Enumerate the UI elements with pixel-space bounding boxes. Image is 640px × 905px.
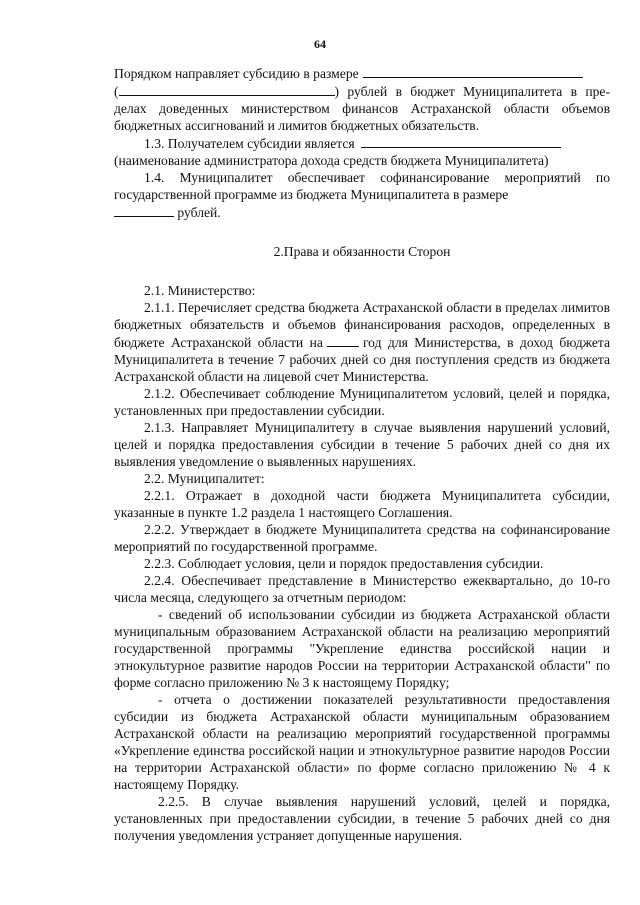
paragraph-1-2-continued (114, 64, 610, 134)
section-title: 2.Права и обязанности Сторон (273, 244, 451, 259)
bullet-performance-report: - отчета о достижении показателей результативности предоставления субсидии из бюджета Астраханской области муниципальным образованием Астраханской области на реализацию мероприятий государственной программы «Укрепление единства российской нации и этнокультурное развитие народов России на территории Астраханской области» по форме согласно приложению № 4 к настоящему Порядку. (114, 692, 610, 792)
cofinancing-text: 1.4. Муниципалитет обеспечивает софинансирование мероприятий по государственной программе из бюджета Муниципалитета в размере (114, 170, 610, 202)
paragraph-1-4 (114, 169, 610, 221)
year-blank (327, 333, 359, 347)
subsidy-amount-words-blank (119, 82, 335, 96)
clause-2-2-2: 2.2.2. Утверждает в бюджете Муниципалитета средства на софинансирование мероприятий по государственной программе. (114, 522, 610, 554)
paragraph-1-3 (114, 134, 610, 152)
clause-2-2-5: 2.2.5. В случае выявления нарушений условий, целей и порядка, установленных при предоставлении субсидии, в течение 5 рабочих дней со дня получения уведомления устраняет допущенные нарушения. (114, 794, 610, 843)
open-paren: ( (114, 84, 119, 99)
clause-2-2-4: 2.2.4. Обеспечивает представление в Министерство ежеквартально, до 10-го числа месяца, следующего за отчетным периодом: (114, 573, 610, 605)
recipient-note: (наименование администратора дохода средств бюджета Муниципалитета) (114, 153, 549, 168)
rubles-text: рублей. (177, 205, 221, 220)
clause-2-1-3: 2.1.3. Направляет Муниципалитету в случае выявления нарушений условий, целей и порядка предоставления субсидии в течение 5 рабочих дней со дня их выявления уведомление о выявленных нарушениях. (114, 420, 610, 469)
clause-2-2-1: 2.2.1. Отражает в доходной части бюджета Муниципалитета субсидии, указанные в пункте 1.2 раздела 1 настоящего Соглашения. (114, 488, 610, 520)
page-number: 64 (314, 37, 326, 51)
clause-2-1-2: 2.1.2. Обеспечивает соблюдение Муниципалитетом условий, целей и порядка, установленных при предоставлении субсидии. (114, 386, 610, 418)
clause-2-2-3: 2.2.3. Соблюдает условия, цели и порядок предоставления субсидии. (144, 556, 544, 571)
recipient-blank (361, 134, 561, 148)
clause-2-1-1-text-b: год для Министерства, в доход бюджета Муниципалитета в течение 7 рабочих дней со дня поступления средств из бюджета Астраханской области на лицевой счет Министерства. (114, 335, 610, 384)
clause-2-1-1 (114, 299, 610, 385)
recipient-text: 1.3. Получателем субсидии является (144, 136, 355, 151)
bullet-usage-report: - сведений об использовании субсидии из бюджета Астраханской области муниципальным образованием Астраханской области на реализацию мероприятий государственной программы "Укрепление единства российской нации и этнокультурное развитие народов России на территории Астраханской области" по форме согласно приложению № 3 к настоящему Порядку; (114, 607, 610, 690)
rubles-to-budget-text: ) рублей в бюджет Муниципалитета в пре- (334, 84, 610, 99)
subsidy-amount-blank (363, 64, 583, 78)
document-body (114, 64, 610, 844)
subsidy-amount-text: Порядком направляет субсидию в размере (114, 66, 359, 81)
cofinancing-amount-blank (114, 203, 174, 217)
clause-2-2: 2.2. Муниципалитет: (144, 471, 265, 486)
clause-2-1: 2.1. Министерство: (144, 283, 256, 298)
clause-2-1-1-text-a: 2.1.1. Перечисляет средства бюджета Астраханской области в пределах лимитов бюджетных обязательств и объемов финансирования расходов, определенных в бюджете Астраханской области на (114, 300, 610, 350)
limits-text: делах доведенных министерством финансов Астраханской области объемов бюджетных ассигнований и лимитов бюджетных обязательств. (114, 101, 610, 133)
